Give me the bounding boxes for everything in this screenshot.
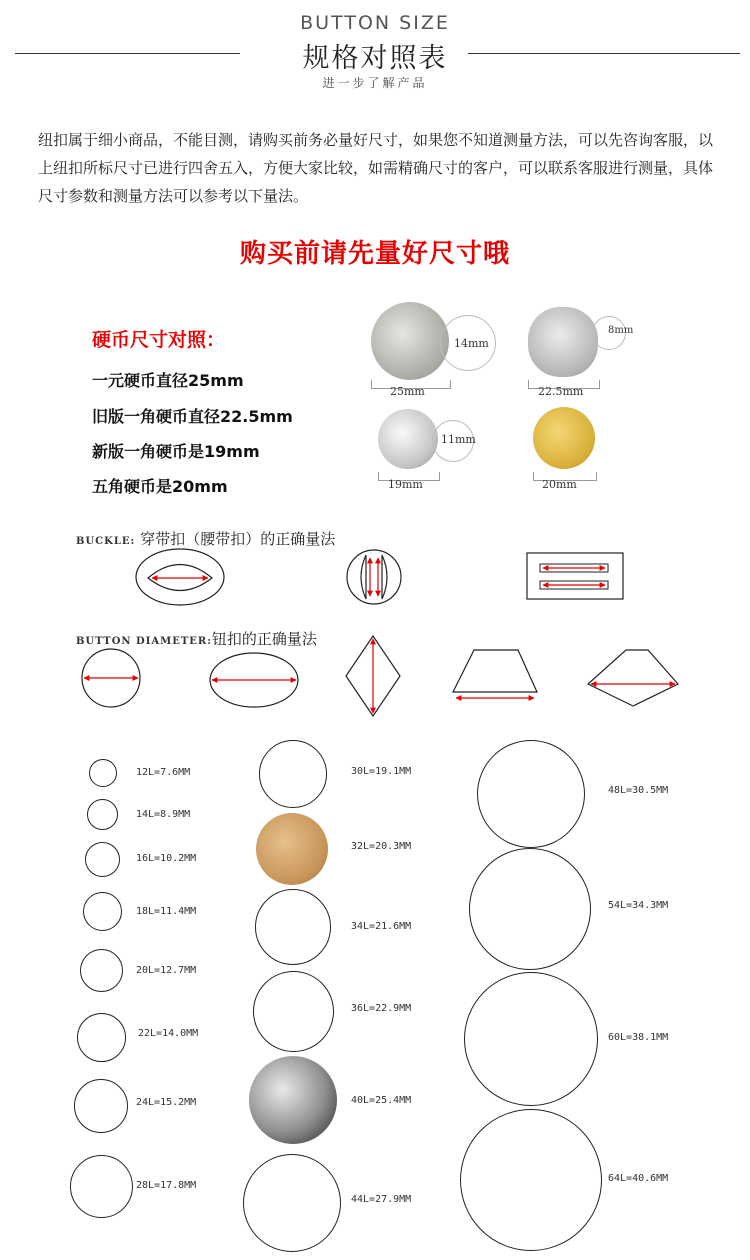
round-buckle-diagram xyxy=(347,550,401,604)
old-jiao-coin-image xyxy=(528,307,598,377)
coin-line-1: 一元硬币直径25mm xyxy=(92,371,244,390)
coin-3-diameter: 19mm xyxy=(388,478,423,491)
page-title: 规格对照表 xyxy=(302,43,448,74)
button-size-circle-24L xyxy=(74,1079,128,1133)
size-label-36L: 36L=22.9MM xyxy=(351,1003,412,1014)
title-en: BUTTON SIZE xyxy=(300,12,450,34)
coin-line-3: 新版一角硬币是19mm xyxy=(92,442,260,461)
size-label-48L: 48L=30.5MM xyxy=(608,785,669,796)
measure-notice: 购买前请先量好尺寸哦 xyxy=(239,239,510,269)
size-label-16L: 16L=10.2MM xyxy=(136,853,197,864)
coin-2-diameter: 22.5mm xyxy=(538,385,584,398)
button-size-circle-30L xyxy=(259,740,327,808)
coin-2-thickness: 8mm xyxy=(608,325,634,336)
button-size-circle-18L xyxy=(83,892,122,931)
button-size-circle-12L xyxy=(89,759,117,787)
button-size-circle-48L xyxy=(477,740,585,848)
page-subtitle: 进一步了解产品 xyxy=(322,76,428,90)
button-size-circle-20L xyxy=(80,949,123,992)
button-size-coin-32L xyxy=(256,813,328,885)
size-label-18L: 18L=11.4MM xyxy=(136,906,197,917)
button-size-circle-16L xyxy=(85,842,120,877)
buckle-label: BUCKLE: xyxy=(76,536,136,547)
size-label-14L: 14L=8.9MM xyxy=(136,809,191,820)
size-label-22L: 22L=14.0MM xyxy=(138,1028,199,1039)
size-label-34L: 34L=21.6MM xyxy=(351,921,412,932)
button-diameter-label: BUTTON DIAMETER: xyxy=(76,636,212,647)
size-label-64L: 64L=40.6MM xyxy=(608,1173,669,1184)
coin-1-thickness: 14mm xyxy=(454,337,489,350)
button-size-circle-44L xyxy=(243,1154,341,1252)
coin-line-4: 五角硬币是20mm xyxy=(92,477,228,496)
size-label-28L: 28L=17.8MM xyxy=(136,1180,197,1191)
coin-line-2: 旧版一角硬币直径22.5mm xyxy=(92,407,293,426)
oval-button-diagram xyxy=(210,653,298,707)
size-label-12L: 12L=7.6MM xyxy=(136,767,191,778)
size-label-20L: 20L=12.7MM xyxy=(136,965,197,976)
coin-3-thickness: 11mm xyxy=(441,433,476,446)
one-yuan-coin-image xyxy=(371,302,449,380)
rect-buckle-diagram xyxy=(527,553,623,599)
button-size-circle-54L xyxy=(469,848,591,970)
size-label-30L: 30L=19.1MM xyxy=(351,766,412,777)
round-button-diagram xyxy=(82,649,140,707)
size-label-32L: 32L=20.3MM xyxy=(351,841,412,852)
button-size-circle-28L xyxy=(70,1155,133,1218)
size-label-40L: 40L=25.4MM xyxy=(351,1095,412,1106)
size-label-44L: 44L=27.9MM xyxy=(351,1194,412,1205)
coin-1-diameter: 25mm xyxy=(390,385,425,398)
button-size-circle-64L xyxy=(460,1109,602,1251)
button-diameter-text: 钮扣的正确量法 xyxy=(211,630,317,648)
button-size-coin-40L xyxy=(249,1056,337,1144)
coin-4-diameter: 20mm xyxy=(542,478,577,491)
diamond-button-diagram xyxy=(346,636,400,716)
coin-section-title: 硬币尺寸对照： xyxy=(92,329,226,351)
button-size-circle-60L xyxy=(464,972,598,1106)
buckle-diagrams xyxy=(0,545,750,620)
oval-buckle-diagram xyxy=(136,549,224,605)
new-jiao-coin-image xyxy=(378,409,438,469)
size-label-60L: 60L=38.1MM xyxy=(608,1032,669,1043)
trapezoid-button-diagram xyxy=(453,650,537,698)
button-diameter-diagrams xyxy=(0,632,750,724)
button-size-circle-22L xyxy=(77,1013,126,1062)
size-label-54L: 54L=34.3MM xyxy=(608,900,669,911)
intro-text: 纽扣属于细小商品，不能目测，请购买前务必量好尺寸，如果您不知道测量方法，可以先咨询客服，以上纽扣所标尺寸已进行四舍五入，方便大家比较，如需精确尺寸的客户，可以联系客服进行测量，具体尺寸参数和测量方法可以参考以下量法。 xyxy=(38,131,714,205)
button-size-circle-36L xyxy=(253,971,334,1052)
buckle-text: 穿带扣（腰带扣）的正确量法 xyxy=(140,530,336,548)
button-size-circle-34L xyxy=(255,889,331,965)
button-size-circle-14L xyxy=(87,799,118,830)
size-label-24L: 24L=15.2MM xyxy=(136,1097,197,1108)
five-jiao-coin-image xyxy=(533,407,595,469)
hexagon-button-diagram xyxy=(588,650,678,706)
